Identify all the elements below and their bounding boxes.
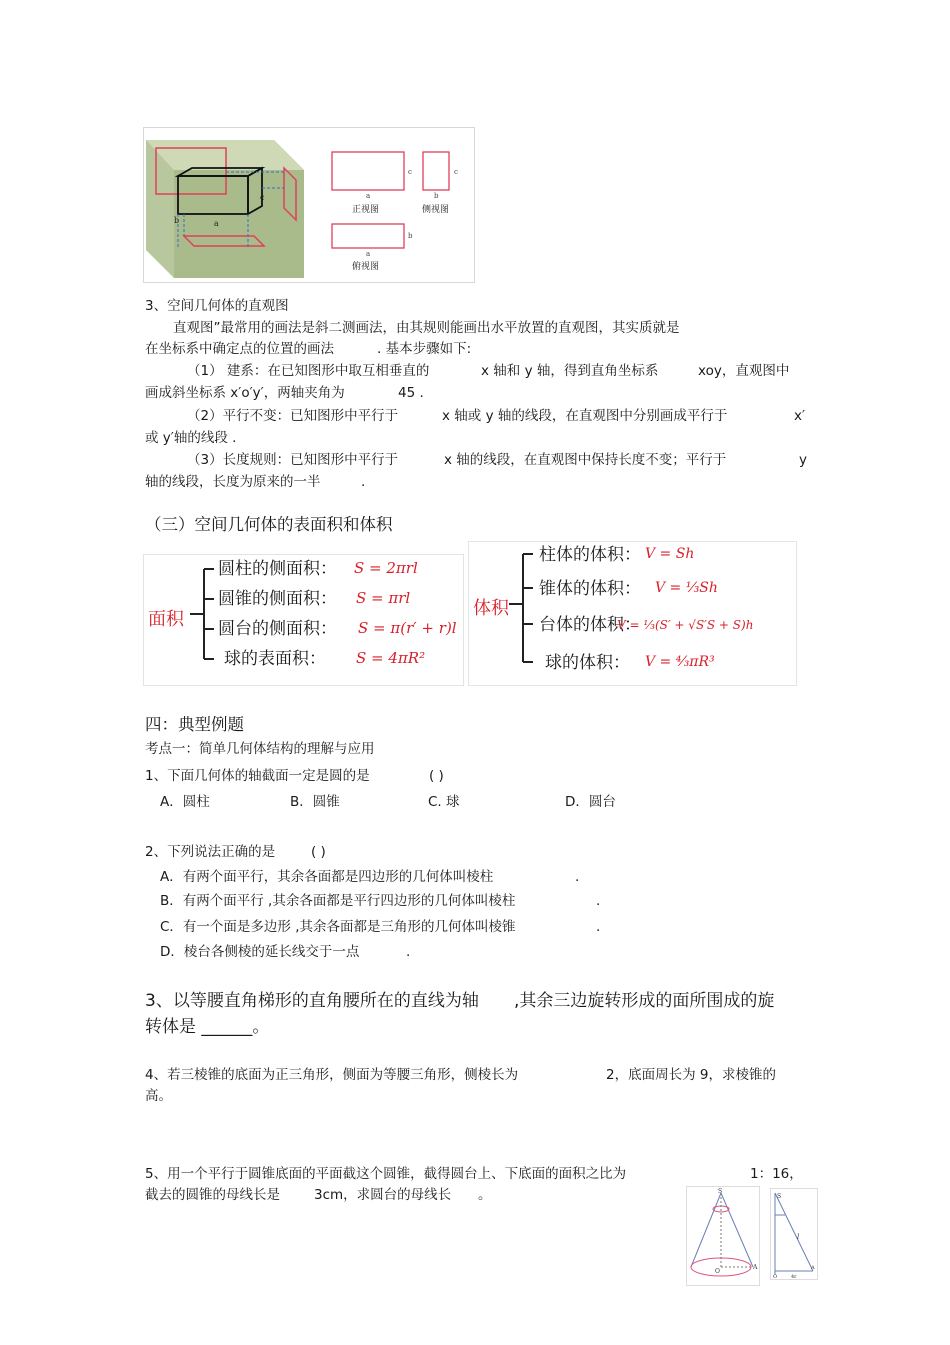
q5-line2c: 。 [478, 1187, 492, 1203]
cone-center-label: O [715, 1268, 720, 1275]
three-view-figure [143, 127, 475, 283]
label-a-1: a [214, 219, 219, 228]
section-bottom-label: 4r [791, 1274, 797, 1279]
q1-paren: ( ) [429, 768, 444, 784]
step3-line2b: . [361, 474, 366, 490]
q2-option-d-dot: . [406, 944, 411, 960]
top-caption: 俯视图 [352, 262, 380, 272]
cone-figure [686, 1186, 760, 1286]
volume-formula-pyramid: V = ⅓Sh [655, 580, 718, 596]
step2-a: （2）平行不变：已知图形中平行于 [187, 408, 399, 424]
section-slant-label: l [797, 1233, 800, 1241]
section-center-label: O [773, 1274, 778, 1279]
section3-p1-line1: 直观图”最常用的画法是斜二测画法，由其规则能画出水平放置的直观图，其实质就是 [173, 320, 680, 336]
section3-heading: 3、空间几何体的直观图 [145, 298, 289, 314]
q5-line1a: 5、用一个平行于圆锥底面的平面截这个圆锥，截得圆台上、下底面的面积之比为 [145, 1166, 627, 1182]
area-item-cylinder: 圆柱的侧面积： [218, 559, 337, 579]
area-formula-sphere: S = 4πR² [356, 649, 426, 667]
front-a: a [366, 192, 371, 200]
step3-c: y [799, 452, 807, 468]
area-label: 面积 [148, 609, 184, 630]
q5-line2b: 3cm，求圆台的母线长 [314, 1187, 452, 1203]
volume-formula-frustum: V = ⅓(S′ + √S′S + S)h [617, 618, 754, 632]
q5-line2a: 截去的圆锥的母线长是 [145, 1187, 280, 1203]
front-view-rect [332, 152, 404, 190]
cone-section-figure [770, 1188, 818, 1280]
q2-option-b: B．有两个面平行 ,其余各面都是平行四边形的几何体叫棱柱 [160, 893, 516, 909]
step1-line2a: 画成斜坐标系 x′o′y′，两轴夹角为 [145, 385, 345, 401]
step3-line2a: 轴的线段，长度为原来的一半 [145, 474, 321, 490]
q2-option-c: C．有一个面是多边形 ,其余各面都是三角形的几何体叫棱锥 [160, 919, 516, 935]
step3-b: x 轴的线段，在直观图中保持长度不变；平行于 [444, 452, 727, 468]
cone-svg [687, 1187, 759, 1285]
q2-option-b-dot: . [596, 893, 601, 909]
front-caption: 正视图 [352, 205, 380, 215]
q1-option-d: D．圆台 [565, 794, 616, 810]
q2-option-a: A．有两个面平行，其余各面都是四边形的几何体叫棱柱 [160, 869, 494, 885]
volume-label: 体积 [473, 598, 509, 619]
q1-option-a: A．圆柱 [160, 794, 210, 810]
side-caption: 侧视图 [422, 205, 450, 215]
q1-option-c: C. 球 [428, 794, 460, 810]
area-formula-cylinder: S = 2πrl [354, 559, 418, 577]
volume-formula-prism: V = Sh [645, 546, 695, 562]
step2-line2: 或 y′轴的线段 . [145, 430, 237, 446]
volume-item-prism: 柱体的体积： [539, 545, 641, 565]
front-c: c [408, 168, 412, 176]
section-apex-label: S [777, 1193, 782, 1200]
cone-apex-label: S [718, 1188, 723, 1195]
q3-line1b: ,其余三边旋转形成的面所围成的旋 [514, 991, 775, 1011]
step1-b: x 轴和 y 轴，得到直角坐标系 [481, 363, 659, 379]
section-a-label: A [811, 1265, 815, 1271]
volume-formula-sphere: V = ⁴⁄₃πR³ [645, 654, 715, 670]
area-item-frustum: 圆台的侧面积： [218, 619, 337, 639]
q1-option-b: B．圆锥 [290, 794, 340, 810]
area-formula-cone: S = πrl [356, 589, 411, 607]
q4-line1b: 2，底面周长为 9，求棱锥的 [606, 1067, 776, 1083]
q2-paren: ( ) [311, 844, 326, 860]
step1-line2b: 45 . [398, 385, 424, 401]
q1-text: 1、下面几何体的轴截面一定是圆的是 [145, 768, 370, 784]
q2-text: 2、下列说法正确的是 [145, 844, 276, 860]
step3-a: （3）长度规则：已知图形中平行于 [187, 452, 399, 468]
area-formula-diagram [143, 554, 464, 686]
area-formula-frustum: S = π(r′ + r)l [358, 619, 457, 637]
side-b: b [434, 192, 439, 200]
volume-formula-diagram [468, 541, 797, 686]
surface-volume-heading: （三）空间几何体的表面积和体积 [145, 515, 393, 534]
q2-option-a-dot: . [575, 869, 580, 885]
side-view-rect [423, 152, 449, 190]
label-c-1: c [260, 193, 265, 202]
section3-p1-line2a: 在坐标系中确定点的位置的画法 [145, 341, 334, 357]
q2-option-d: D．棱台各侧棱的延长线交于一点 [160, 944, 360, 960]
top-a: a [366, 250, 371, 258]
q2-option-c-dot: . [596, 919, 601, 935]
section4-heading: 四：典型例题 [145, 715, 244, 734]
top-view-rect [332, 224, 404, 248]
volume-item-sphere: 球的体积： [545, 653, 630, 673]
volume-item-frustum: 台体的体积： [539, 615, 641, 635]
cone-section-svg [771, 1189, 817, 1279]
step1-a: （1） 建系：在已知图形中取互相垂直的 [187, 363, 430, 379]
volume-item-pyramid: 锥体的体积： [539, 579, 641, 599]
cone-a-label: A [753, 1264, 758, 1271]
three-view-svg [144, 128, 474, 282]
section3-p1-line2b: . 基本步骤如下: [377, 341, 472, 357]
side-c: c [454, 168, 458, 176]
topic-one: 考点一：简单几何体结构的理解与应用 [145, 741, 375, 757]
step1-c: xoy，直观图中 [698, 363, 790, 379]
q3-line2: 转体是 ______。 [145, 1017, 270, 1037]
q3-line1a: 3、以等腰直角梯形的直角腰所在的直线为轴 [145, 991, 479, 1011]
area-item-cone: 圆锥的侧面积： [218, 589, 337, 609]
q4-line1a: 4、若三棱锥的底面为正三角形，侧面为等腰三角形，侧棱长为 [145, 1067, 519, 1083]
q5-line1b: 1：16， [750, 1166, 803, 1182]
step2-c: x′ [794, 408, 806, 424]
step2-b: x 轴或 y 轴的线段，在直观图中分别画成平行于 [442, 408, 728, 424]
area-item-sphere: 球的表面积： [224, 649, 326, 669]
label-b-1: b [174, 216, 180, 225]
q4-line2: 高。 [145, 1088, 172, 1104]
top-b: b [408, 232, 413, 240]
